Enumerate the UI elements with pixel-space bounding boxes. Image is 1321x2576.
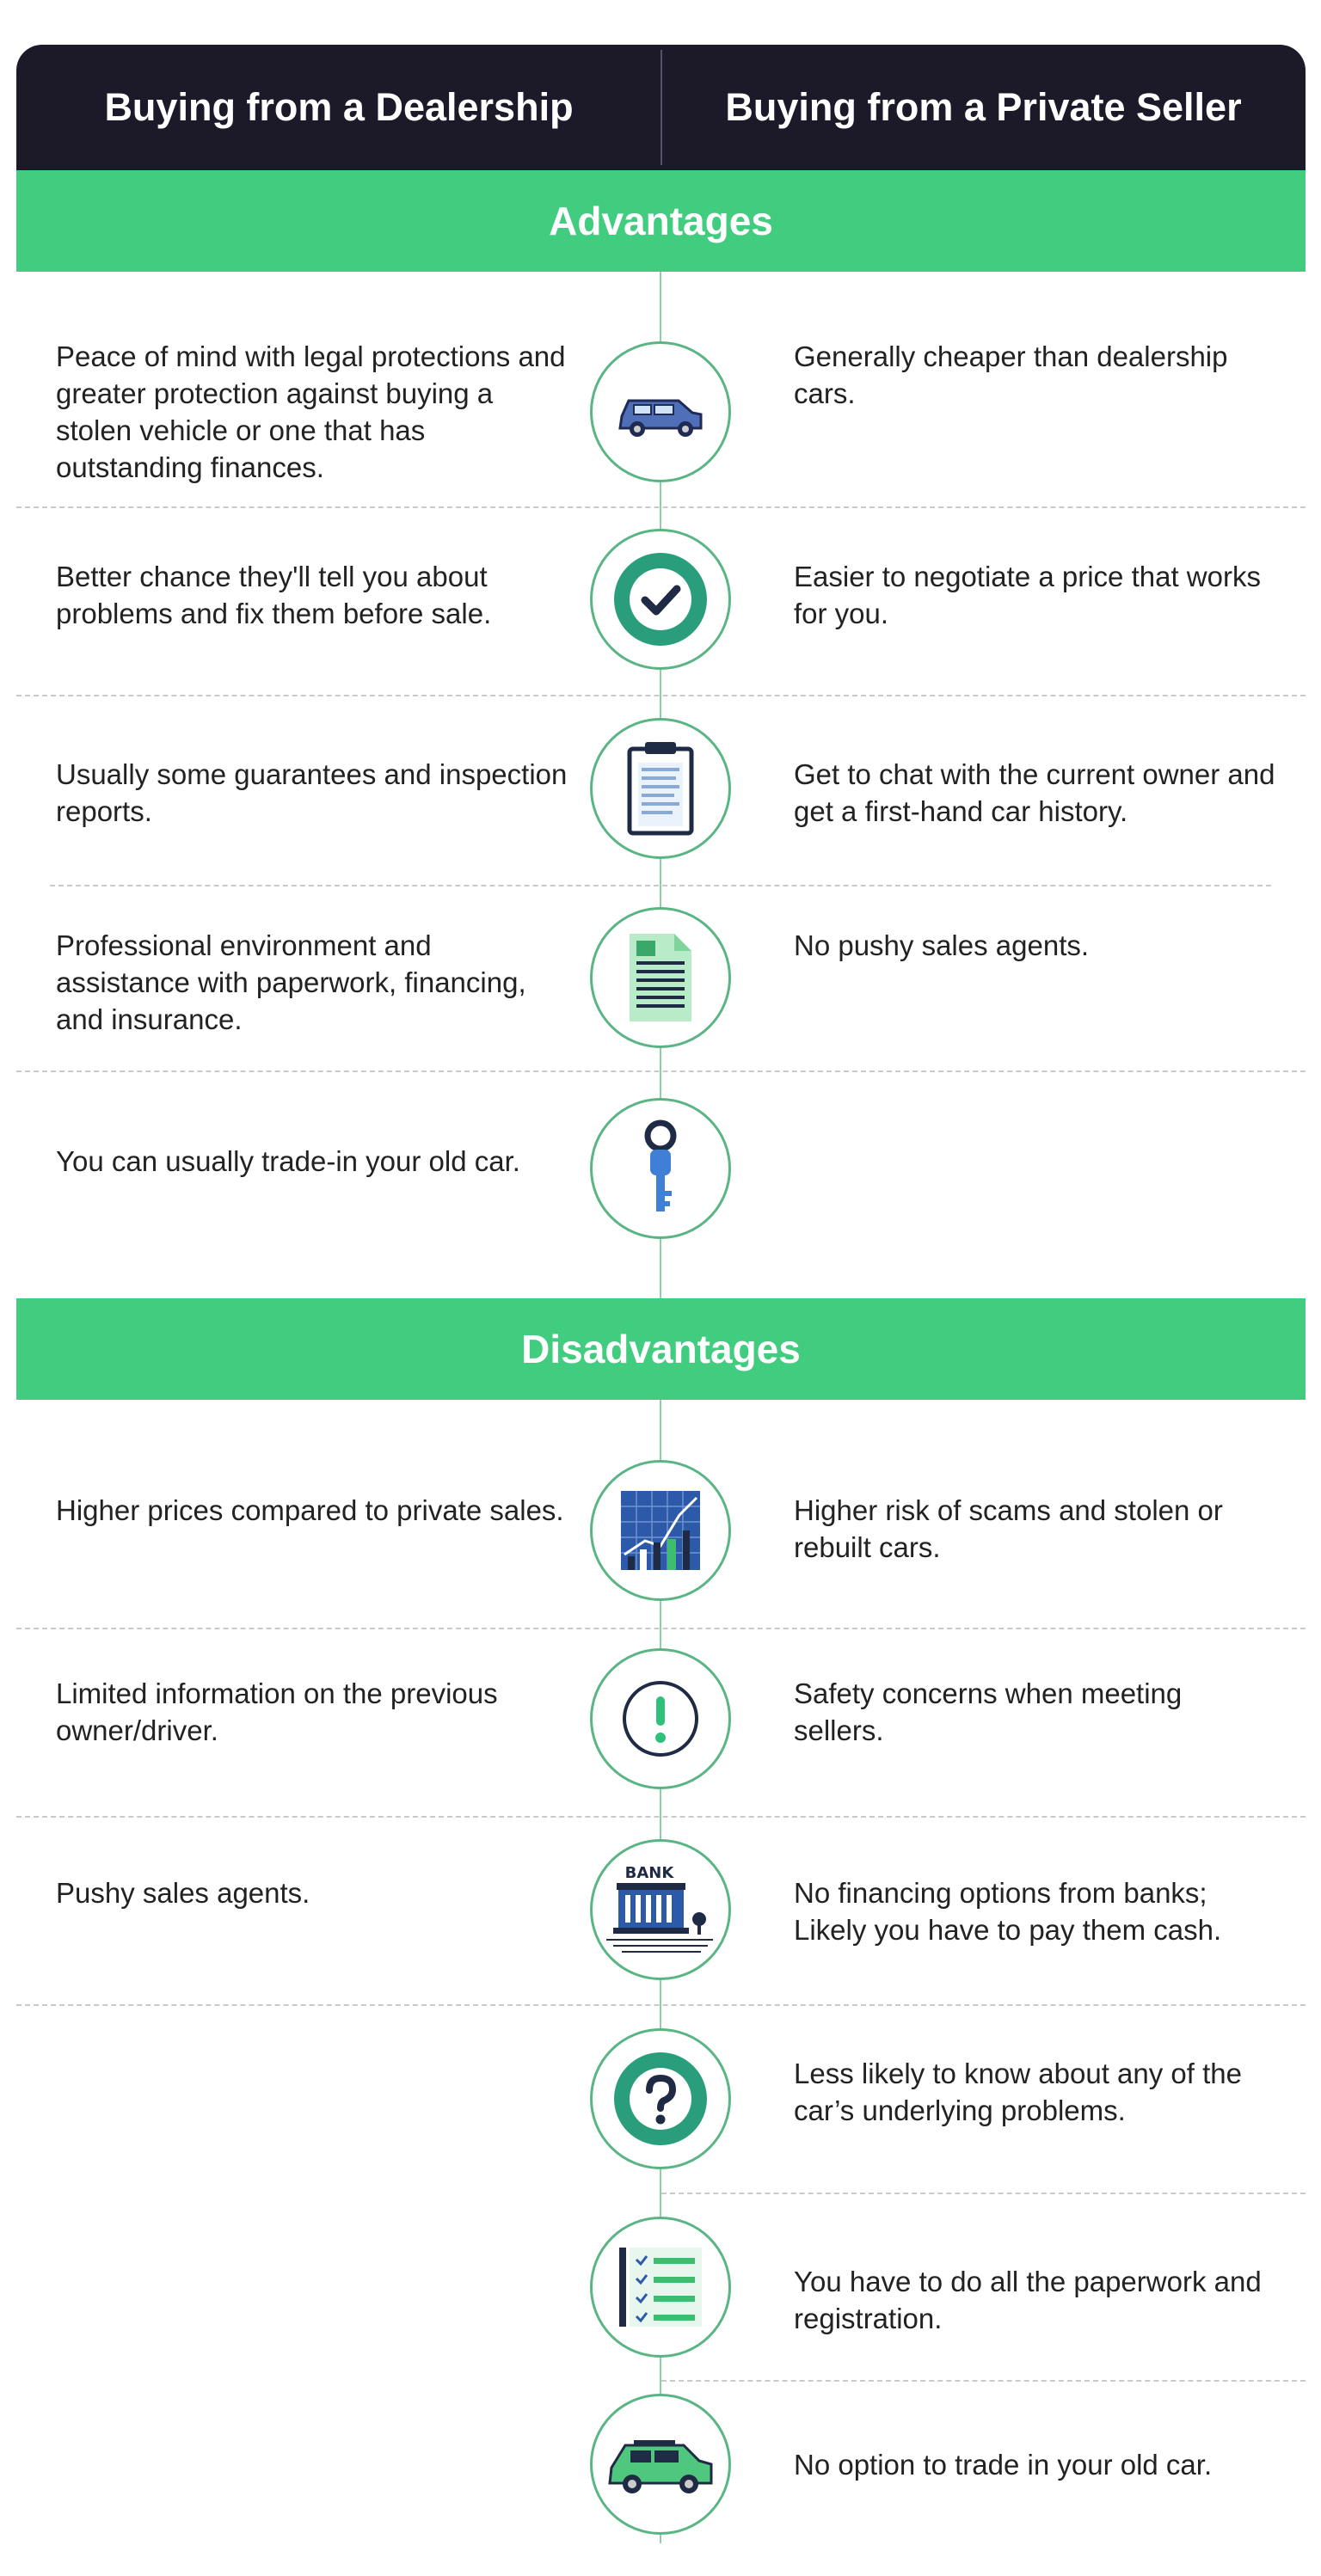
dealership-disadvantage-text: Limited information on the previous owner/driver. xyxy=(56,1677,498,1746)
row-separator xyxy=(661,2193,1306,2194)
clipboard-icon xyxy=(590,718,731,859)
private-disadvantage-text: Less likely to know about any of the car’s underlying problems. xyxy=(794,2058,1242,2126)
private-advantage-text: Generally cheaper than dealership cars. xyxy=(794,340,1228,409)
row-separator xyxy=(16,1070,1306,1072)
row-separator xyxy=(16,2004,1306,2006)
row-separator xyxy=(16,695,1306,696)
dealership-advantage-text: Better chance they'll tell you about problems and fix them before sale. xyxy=(56,561,492,629)
private-disadvantage-text: Higher risk of scams and stolen or rebuilt cars. xyxy=(794,1494,1223,1563)
dealership-advantage-text: Peace of mind with legal protections and greater protection against buying a stolen vehicle or one that has outstanding finances. xyxy=(56,340,566,483)
dealership-disadvantage-text: Pushy sales agents. xyxy=(56,1877,310,1909)
comparison-header xyxy=(16,45,1306,170)
disadvantages-title: Disadvantages xyxy=(521,1327,801,1371)
dealership-advantage-text: You can usually trade-in your old car. xyxy=(56,1145,520,1177)
private-seller-column-title: Buying from a Private Seller xyxy=(725,85,1242,129)
dealership-advantage-text: Professional environment and assistance with paperwork, financing, and insurance. xyxy=(56,929,526,1035)
warning-icon xyxy=(590,1648,731,1789)
bank-icon xyxy=(590,1839,731,1980)
dealership-advantage-text: Usually some guarantees and inspection reports. xyxy=(56,758,568,827)
row-separator xyxy=(50,885,1271,886)
dealership-disadvantage-text: Higher prices compared to private sales. xyxy=(56,1494,564,1526)
private-disadvantage-text: No option to trade in your old car. xyxy=(794,2449,1213,2481)
private-disadvantage-text: You have to do all the paperwork and registration. xyxy=(794,2266,1262,2334)
private-disadvantage-text: No financing options from banks; Likely you have to pay them cash. xyxy=(794,1877,1222,1946)
private-advantage-text: No pushy sales agents. xyxy=(794,929,1090,961)
document-icon xyxy=(590,907,731,1048)
private-advantage-text: Get to chat with the current owner and get a first-hand car history. xyxy=(794,758,1275,827)
key-icon xyxy=(590,1098,731,1239)
row-separator xyxy=(16,506,1306,508)
checkmark-icon xyxy=(590,529,731,670)
question-icon xyxy=(590,2028,731,2169)
private-advantage-text: Easier to negotiate a price that works for you. xyxy=(794,561,1261,629)
checklist-icon xyxy=(590,2217,731,2358)
dealership-column-title: Buying from a Dealership xyxy=(104,85,574,129)
bank-label: BANK xyxy=(624,1864,674,1882)
price-chart-icon xyxy=(590,1460,731,1601)
car-icon xyxy=(590,341,731,482)
advantages-title: Advantages xyxy=(549,199,773,243)
suv-icon xyxy=(590,2394,731,2535)
row-separator xyxy=(16,1628,1306,1629)
advantages-band xyxy=(16,170,1306,272)
row-separator xyxy=(661,2380,1306,2382)
private-disadvantage-text: Safety concerns when meeting sellers. xyxy=(794,1677,1183,1746)
disadvantages-band xyxy=(16,1298,1306,1400)
row-separator xyxy=(16,1816,1306,1818)
